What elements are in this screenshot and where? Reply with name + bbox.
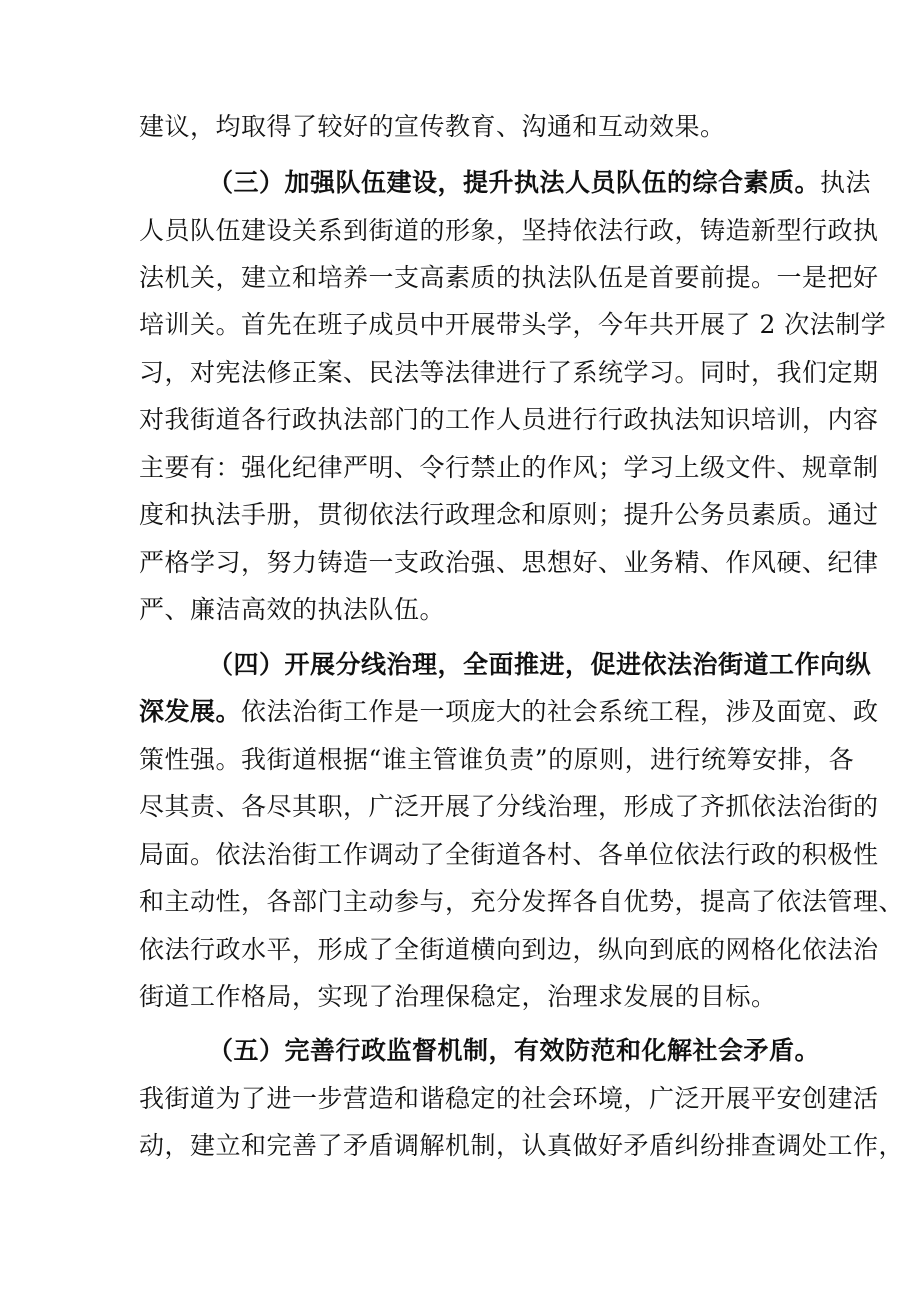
paragraph-line: 培训关。首先在班子成员中开展带头学，今年共开展了 2 次法制学	[139, 310, 887, 339]
section-4-heading: （四）开展分线治理，全面推进，促进依法治街道工作向纵	[208, 650, 872, 679]
paragraph-line: 人员队伍建设关系到街道的形象，坚持依法行政，铸造新型行政执	[139, 216, 879, 245]
paragraph-line: 建议，均取得了较好的宣传教育、沟通和互动效果。	[139, 112, 726, 141]
paragraph-line: 深发展。依法治街工作是一项庞大的社会系统工程，涉及面宽、政	[139, 697, 879, 726]
paragraph-line: 局面。依法治街工作调动了全街道各村、各单位依法行政的积极性	[139, 840, 879, 869]
paragraph-line: 主要有：强化纪律严明、令行禁止的作风；学习上级文件、规章制	[139, 453, 879, 482]
paragraph-line: 依法行政水平，形成了全街道横向到边，纵向到底的网格化依法治	[139, 935, 879, 964]
paragraph-line: 策性强。我街道根据“谁主管谁负责”的原则，进行统筹安排，各	[139, 745, 855, 774]
paragraph-line: 动，建立和完善了矛盾调解机制，认真做好矛盾纠纷排查调处工作，	[139, 1131, 905, 1160]
paragraph-line: 对我街道各行政执法部门的工作人员进行行政执法知识培训，内容	[139, 405, 879, 434]
section-4-heading-end: 深发展。	[139, 697, 242, 726]
section-5-heading-line	[208, 1027, 839, 1075]
paragraph-line: 严、廉洁高效的执法队伍。	[139, 595, 446, 624]
paragraph-line: 习，对宪法修正案、民法等法律进行了系统学习。同时，我们定期	[139, 358, 879, 387]
paragraph-line: 法机关，建立和培养一支高素质的执法队伍是首要前提。一是把好	[139, 263, 879, 292]
section-3-heading: （三）加强队伍建设，提升执法人员队伍的综合素质。	[208, 168, 821, 197]
paragraph-line: 度和执法手册，贯彻依法行政理念和原则；提升公务员素质。通过	[139, 500, 879, 529]
section-5-heading: （五）完善行政监督机制，有效防范和化解社会矛盾。	[208, 1036, 821, 1065]
paragraph-line: 街道工作格局，实现了治理保稳定，治理求发展的目标。	[139, 982, 777, 1011]
section-3-heading-line: （三）加强队伍建设，提升执法人员队伍的综合素质。执法	[208, 168, 872, 197]
paragraph-line: 尽其责、各尽其职，广泛开展了分线治理，形成了齐抓依法治街的	[139, 792, 879, 821]
paragraph-line: 严格学习，努力铸造一支政治强、思想好、业务精、作风硬、纪律	[139, 548, 879, 577]
paragraph-line: 和主动性，各部门主动参与，充分发挥各自优势，提高了依法管理、	[139, 887, 905, 916]
paragraph-line: 我街道为了进一步营造和谐稳定的社会环境，广泛开展平安创建活	[139, 1084, 879, 1113]
section-4-heading-line	[208, 641, 872, 689]
